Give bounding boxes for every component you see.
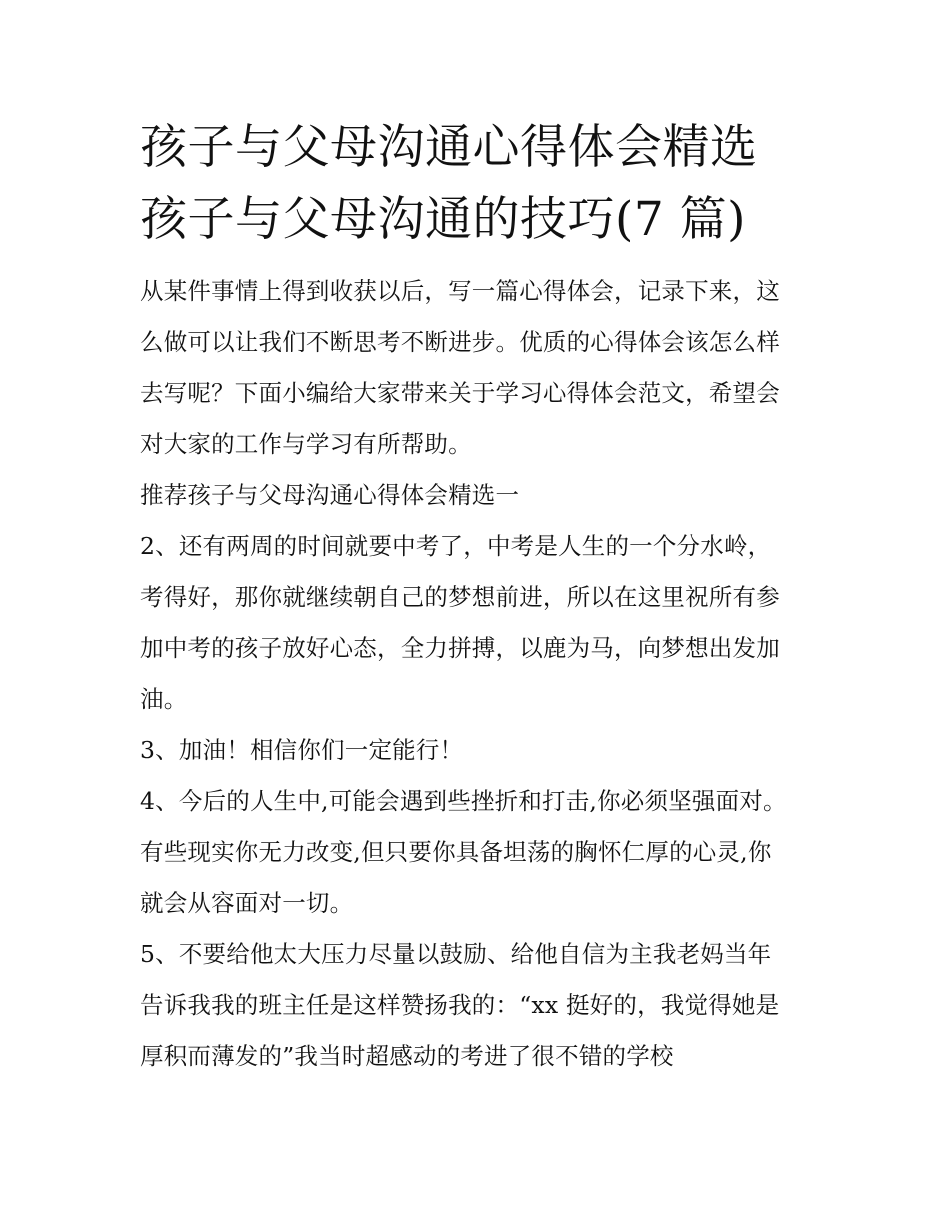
title-line-2: 孩子与父母沟通的技巧(7 篇) (140, 192, 747, 247)
text-line: 有些现实你无力改变,但只要你具备坦荡的胸怀仁厚的心灵,你 (140, 838, 772, 866)
text-line: 么做可以让我们不断思考不断进步。优质的心得体会该怎么样 (140, 328, 780, 356)
item-5-paragraph (140, 929, 830, 1082)
text-line: 4、今后的人生中,可能会遇到些挫折和打击,你必须坚强面对。 (140, 787, 787, 815)
item-3-paragraph (140, 725, 830, 776)
text-line: 从某件事情上得到收获以后，写一篇心得体会，记录下来，这 (140, 277, 780, 305)
text-line: 加中考的孩子放好心态，全力拼搏，以鹿为马，向梦想出发加 (140, 634, 780, 662)
text-line: 考得好，那你就继续朝自己的梦想前进，所以在这里祝所有参 (140, 583, 780, 611)
document-title (140, 112, 830, 256)
text-line: 对大家的工作与学习有所帮助。 (140, 430, 472, 458)
text-line: 2、还有两周的时间就要中考了，中考是人生的一个分水岭， (140, 532, 772, 560)
text-line: 就会从容面对一切。 (140, 889, 354, 917)
text-line: 告诉我我的班主任是这样赞扬我的：“xx 挺好的，我觉得她是 (140, 991, 780, 1019)
text-line: 去写呢？下面小编给大家带来关于学习心得体会范文，希望会 (140, 379, 780, 407)
document-body (140, 266, 830, 1082)
intro-paragraph (140, 266, 830, 470)
text-line: 油。 (140, 685, 188, 713)
item-2-paragraph (140, 521, 830, 725)
title-line-1: 孩子与父母沟通心得体会精选 (140, 120, 758, 175)
text-line: 3、加油！相信你们一定能行！ (140, 736, 464, 764)
text-line: 厚积而薄发的”我当时超感动的考进了很不错的学校 (140, 1042, 674, 1070)
text-line: 推荐孩子与父母沟通心得体会精选一 (140, 481, 520, 509)
text-line: 5、不要给他太大压力尽量以鼓励、给他自信为主我老妈当年 (140, 940, 772, 968)
item-4-paragraph (140, 776, 830, 929)
document-page (140, 112, 830, 1082)
section-heading (140, 470, 830, 521)
